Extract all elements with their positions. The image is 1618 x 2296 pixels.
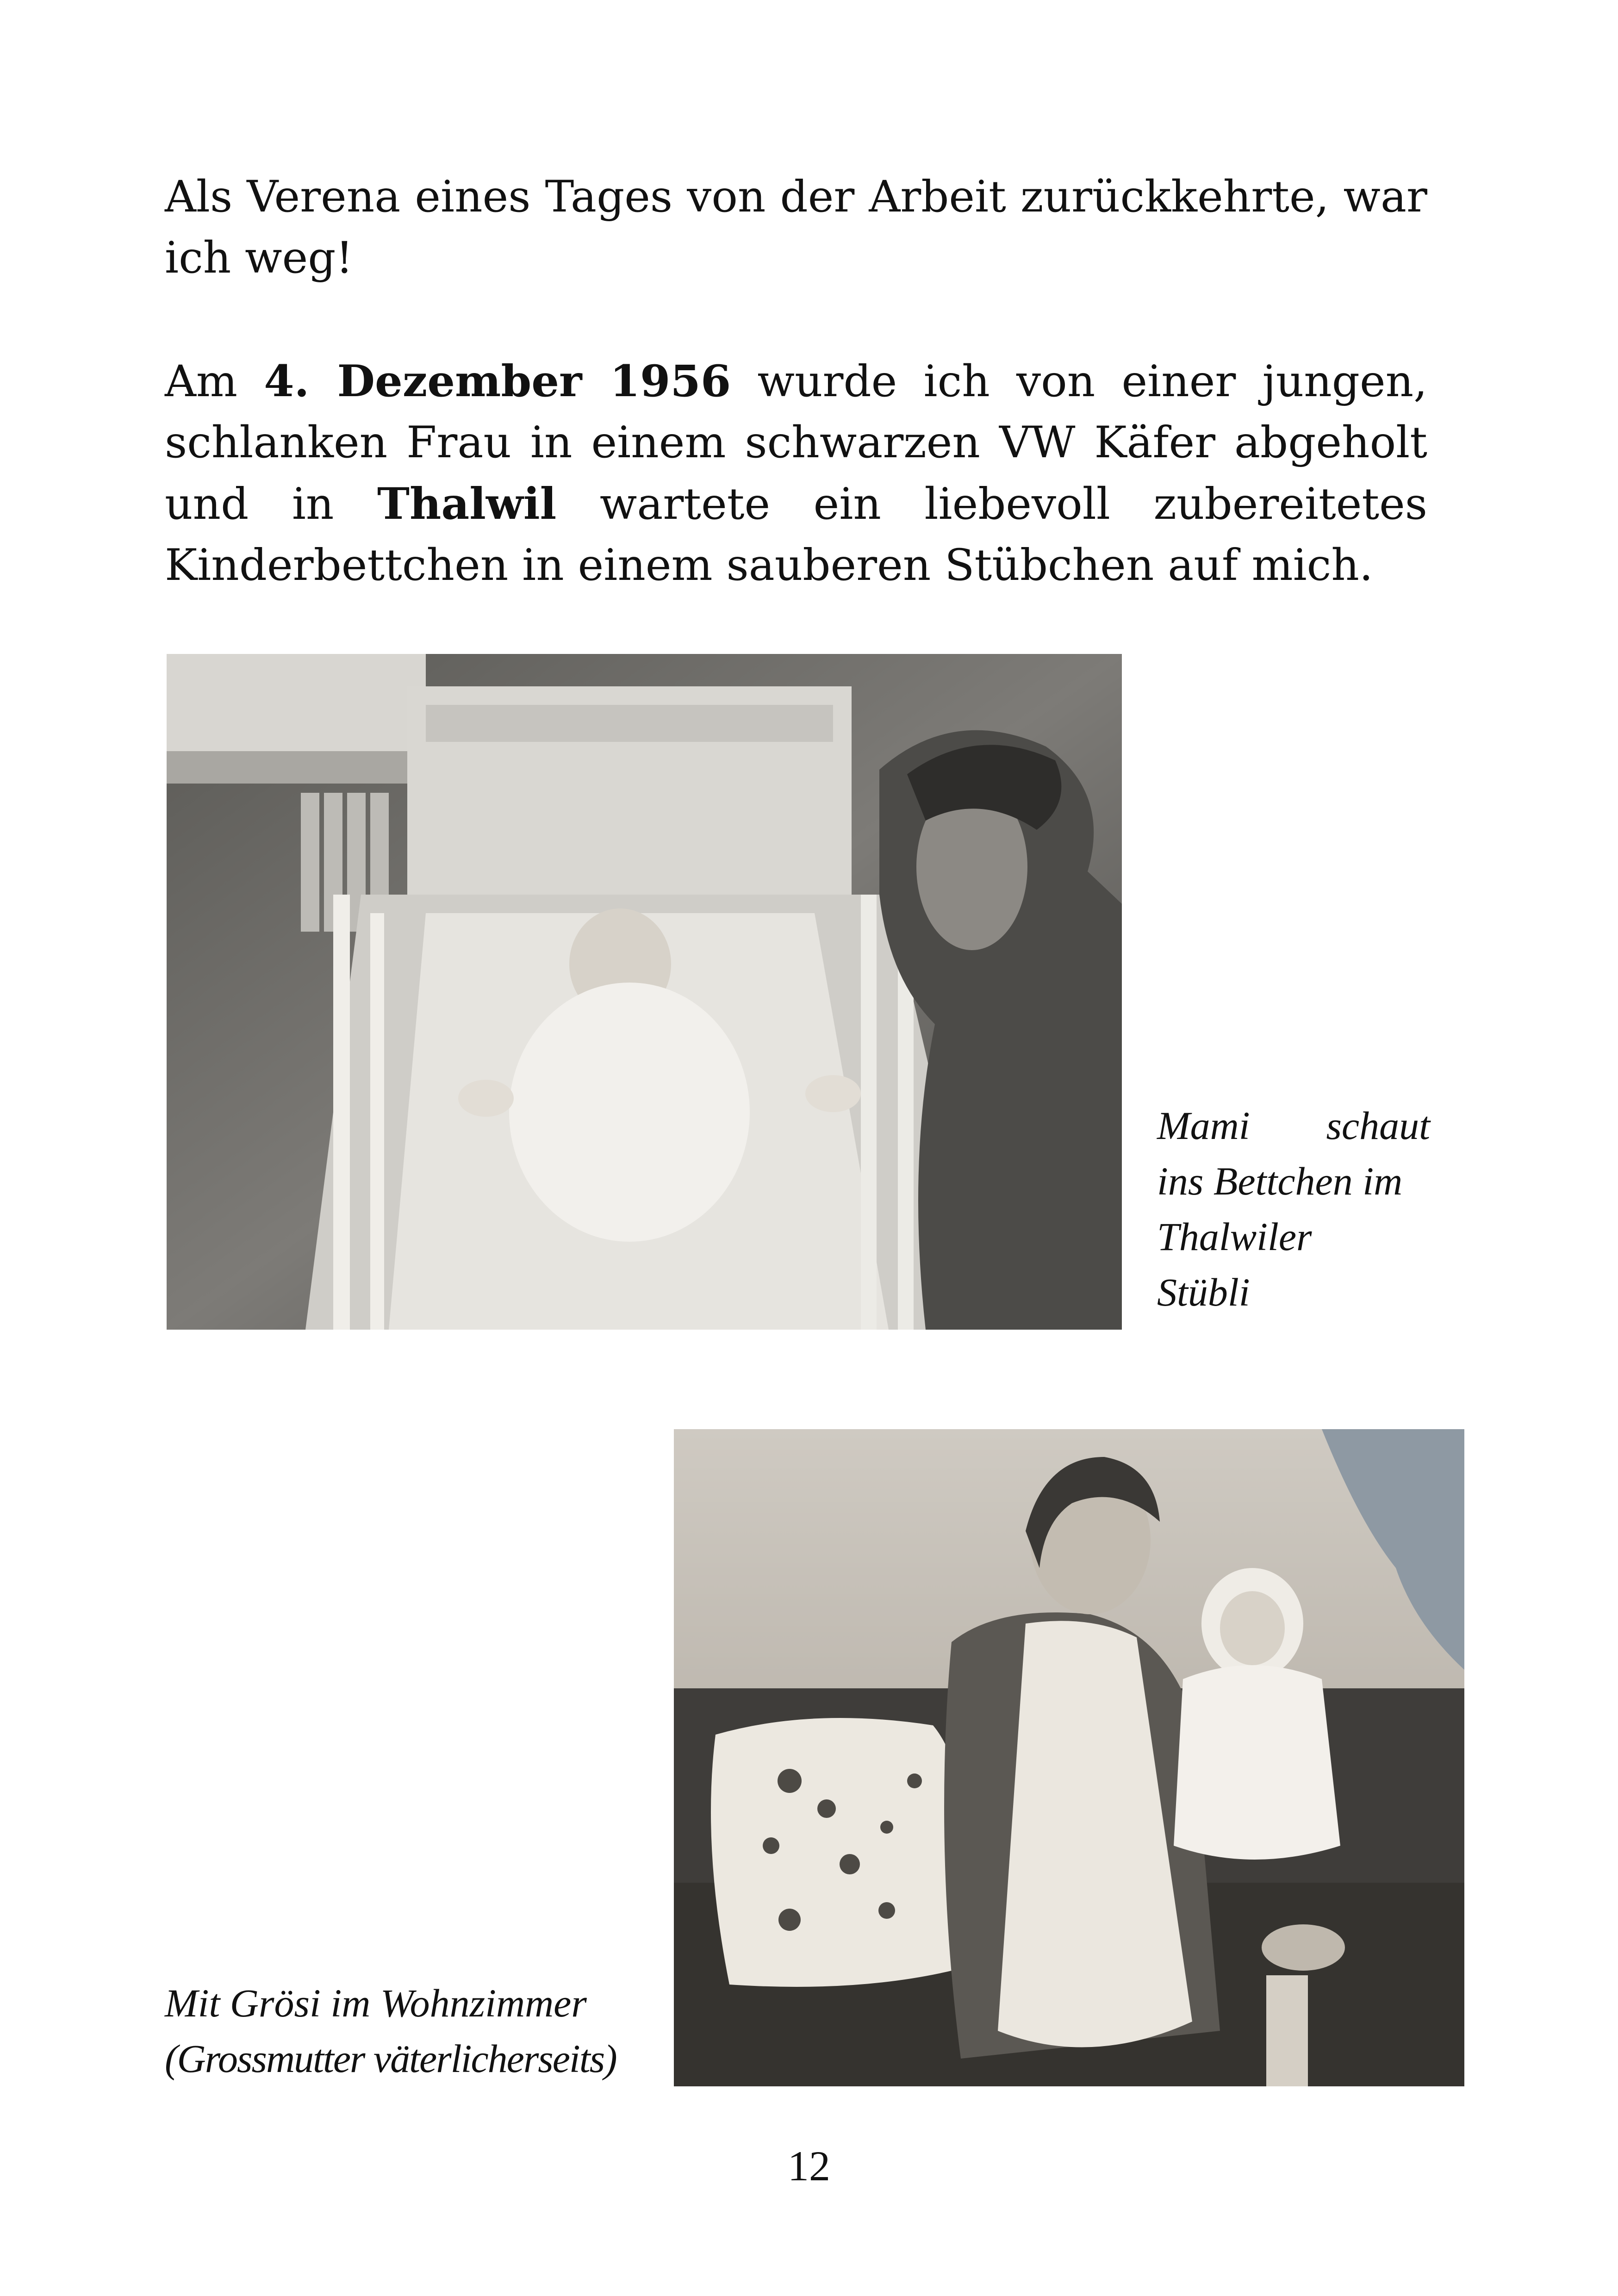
paragraph-1: Als Verena eines Tages von der Arbeit zurückkehrte, war ich weg! <box>165 172 1427 283</box>
caption-1-line-2: ins Bettchen im <box>1157 1159 1403 1203</box>
caption-2-line-2: (Grossmutter väterlicherseits) <box>165 2036 616 2081</box>
paragraph-2-text-c: wartete ein liebevoll zubereitetes Kinderbettchen in einem sauberen Stübchen auf mich. <box>165 479 1427 591</box>
caption-1-line-3: Thalwiler <box>1157 1214 1312 1259</box>
paragraph-2 <box>165 351 1427 596</box>
caption-photo-1 <box>1157 1098 1430 1320</box>
caption-1-word-2: schaut <box>1326 1103 1430 1148</box>
photo-baby-in-crib <box>167 654 1122 1330</box>
photo-grandmother-with-baby <box>674 1429 1464 2086</box>
paragraph-2-text-b: wurde ich von einer jungen, schlanken Frau in einem schwarzen VW Käfer abgeholt und in <box>165 356 1427 529</box>
caption-1-word-1: Mami <box>1157 1103 1250 1148</box>
caption-1-line-1 <box>1157 1098 1430 1153</box>
date-bold: 4. Dezember 1956 <box>264 356 731 407</box>
caption-1-line-4: Stübli <box>1157 1270 1250 1314</box>
page-number: 12 <box>788 2142 830 2190</box>
caption-2-line-1: Mit Grösi im Wohnzimmer <box>165 1981 587 2025</box>
paragraph-2-text-a: Am <box>165 356 264 407</box>
place-bold: Thalwil <box>377 479 557 529</box>
caption-photo-2 <box>165 1975 669 2086</box>
